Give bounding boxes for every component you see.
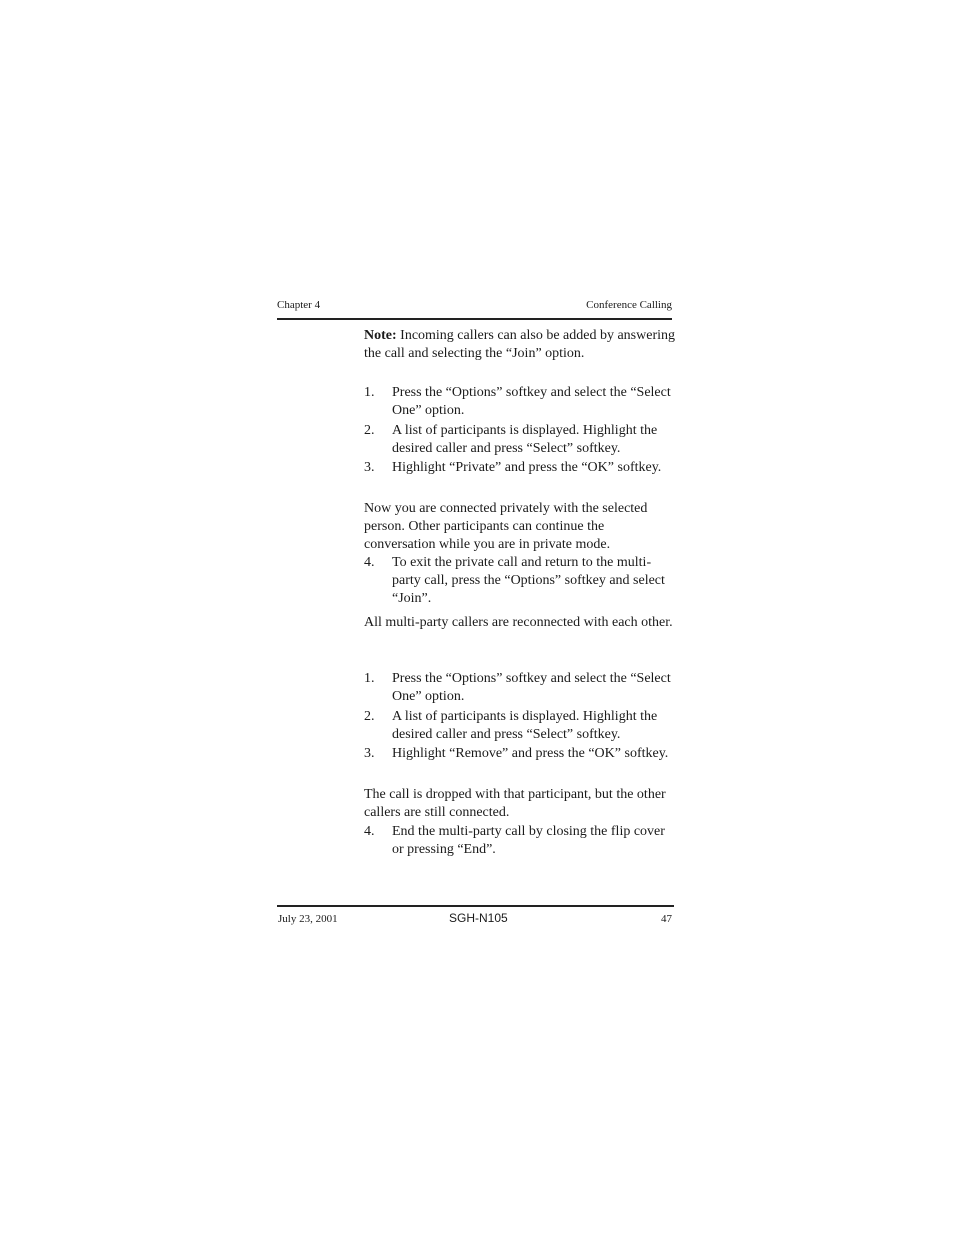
- footer-model: SGH-N105: [449, 911, 508, 925]
- section-title: Conference Calling: [586, 299, 672, 311]
- list-item-number: 2.: [364, 423, 375, 438]
- page-header: [277, 298, 672, 320]
- list-item-number: 3.: [364, 746, 375, 761]
- list-item-text: End the multi-party call by closing the flip cover or pressing “End”.: [392, 824, 665, 857]
- private-result-text: Now you are connected privately with the selected person. Other participants can continue the conversation while you are in private mode.: [364, 501, 648, 552]
- list-item-text: Highlight “Remove” and press the “OK” softkey.: [392, 746, 669, 761]
- list-item-number: 4.: [364, 555, 375, 570]
- chapter-label: Chapter 4: [277, 299, 321, 311]
- list-item-number: 4.: [364, 824, 375, 839]
- list-item-number: 2.: [364, 709, 375, 724]
- list-item-text: A list of participants is displayed. Highlight the desired caller and press “Select” softkey.: [392, 709, 658, 742]
- reconnect-text: All multi-party callers are reconnected with each other.: [364, 615, 673, 630]
- note-text: Incoming callers can also be added by answering the call and selecting the “Join” option.: [364, 328, 676, 361]
- list-item-number: 3.: [364, 460, 375, 475]
- footer-date: July 23, 2001: [278, 913, 338, 925]
- list-item-text: To exit the private call and return to the multi-party call, press the “Options” softkey and select “Join”.: [392, 555, 665, 606]
- list-item-number: 1.: [364, 671, 375, 686]
- page-number: 47: [661, 913, 672, 925]
- list-item-text: A list of participants is displayed. Highlight the desired caller and press “Select” softkey.: [392, 423, 658, 456]
- page-footer: [277, 905, 674, 927]
- list-item-text: Highlight “Private” and press the “OK” softkey.: [392, 460, 662, 475]
- list-item-text: Press the “Options” softkey and select the “Select One” option.: [392, 385, 671, 418]
- remove-result-text: The call is dropped with that participant, but the other callers are still connected.: [364, 787, 666, 820]
- list-item-number: 1.: [364, 385, 375, 400]
- list-item-text: Press the “Options” softkey and select the “Select One” option.: [392, 671, 671, 704]
- note-label: Note:: [364, 328, 397, 343]
